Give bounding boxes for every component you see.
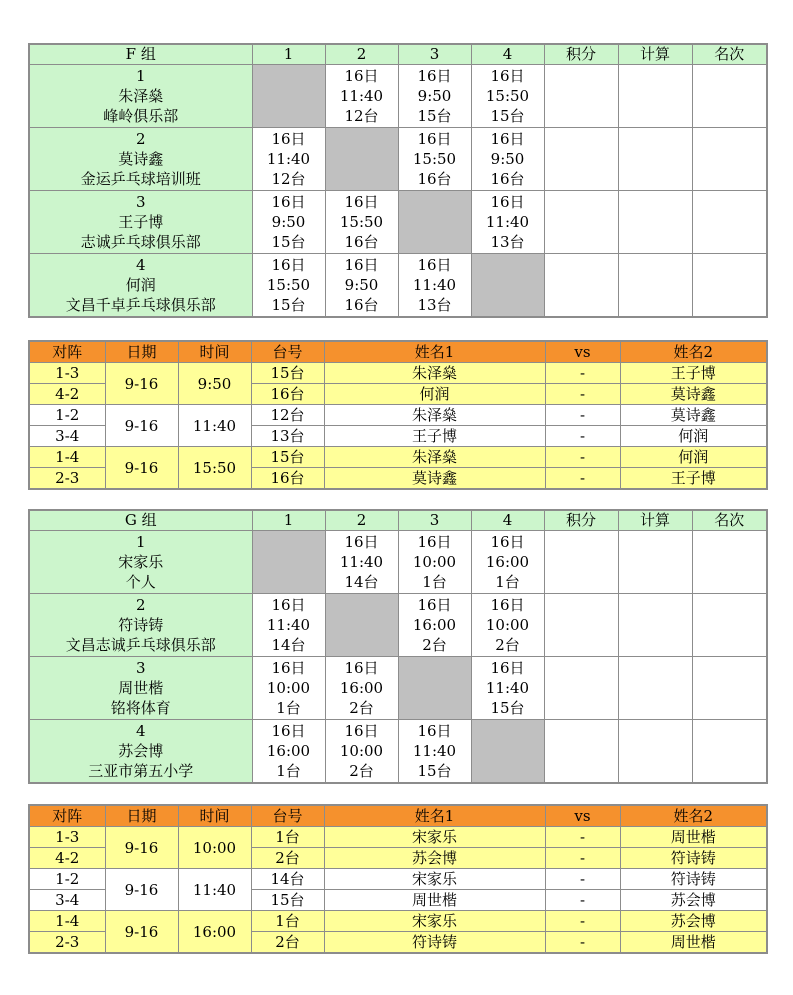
player-2: 何润	[620, 447, 767, 468]
match-time: 10:00	[178, 827, 251, 869]
match-table: 15台	[490, 107, 525, 125]
rank-cell	[692, 594, 767, 657]
schedule-header: vs	[545, 341, 620, 363]
player-name: 宋家乐	[118, 553, 164, 571]
pairing: 1-2	[29, 405, 105, 426]
match-time: 16:00	[412, 616, 457, 634]
player-cell	[29, 594, 252, 657]
pairing: 1-3	[29, 827, 105, 848]
player-2: 何润	[620, 426, 767, 447]
schedule-row	[29, 363, 767, 384]
vs-separator: -	[545, 468, 620, 490]
column-header: 3	[398, 44, 471, 65]
player-number: 1	[135, 67, 146, 85]
match-table: 2台	[349, 699, 374, 717]
schedule-header: 时间	[178, 341, 251, 363]
schedule-header: 姓名1	[324, 341, 545, 363]
match-table: 2台	[422, 636, 447, 654]
pairing: 1-4	[29, 911, 105, 932]
table-number: 15台	[251, 447, 324, 468]
match-time: 16:00	[266, 742, 311, 760]
pairing: 2-3	[29, 932, 105, 954]
match-table: 1台	[495, 573, 520, 591]
self-match-cell	[252, 531, 325, 594]
player-1: 何润	[324, 384, 545, 405]
player-number: 3	[135, 659, 146, 677]
table-number: 2台	[251, 848, 324, 869]
schedule-header: 时间	[178, 805, 251, 827]
self-match-cell	[325, 594, 398, 657]
match-date: 9-16	[105, 869, 178, 911]
match-day: 16日	[271, 659, 306, 677]
player-club: 铭将体育	[110, 699, 171, 717]
rank-cell	[692, 720, 767, 784]
player-name: 王子博	[118, 213, 164, 231]
player-number: 4	[135, 256, 146, 274]
player-2: 符诗铸	[620, 848, 767, 869]
player-club: 三亚市第五小学	[88, 762, 194, 780]
player-2: 苏会博	[620, 911, 767, 932]
schedule-header: 对阵	[29, 341, 105, 363]
player-1: 王子博	[324, 426, 545, 447]
match-time: 9:50	[344, 276, 379, 294]
player-name: 朱泽燊	[118, 87, 164, 105]
match-cell	[325, 720, 398, 784]
player-name: 符诗铸	[118, 616, 164, 634]
self-match-cell	[398, 191, 471, 254]
match-day: 16日	[344, 533, 379, 551]
match-cell	[252, 191, 325, 254]
pairing: 3-4	[29, 426, 105, 447]
match-time: 11:40	[178, 869, 251, 911]
match-time: 15:50	[266, 276, 311, 294]
match-cell	[252, 254, 325, 318]
match-cell	[471, 65, 544, 128]
match-day: 16日	[344, 659, 379, 677]
match-cell	[398, 128, 471, 191]
match-day: 16日	[344, 256, 379, 274]
schedule-row	[29, 911, 767, 932]
calc-cell	[618, 594, 692, 657]
schedule-header: 台号	[251, 341, 324, 363]
rank-cell	[692, 191, 767, 254]
rank-cell	[692, 657, 767, 720]
player-club: 志诚乒乓球俱乐部	[80, 233, 201, 251]
match-day: 16日	[344, 193, 379, 211]
match-time: 11:40	[339, 553, 384, 571]
player-2: 莫诗鑫	[620, 405, 767, 426]
match-table: 14台	[344, 573, 379, 591]
match-table: 12台	[344, 107, 379, 125]
match-time: 10:00	[485, 616, 530, 634]
points-cell	[544, 128, 618, 191]
match-cell	[252, 128, 325, 191]
player-2: 莫诗鑫	[620, 384, 767, 405]
column-header: 名次	[692, 44, 767, 65]
match-cell	[471, 594, 544, 657]
table-number: 14台	[251, 869, 324, 890]
player-name: 苏会博	[118, 742, 164, 760]
match-day: 16日	[417, 596, 452, 614]
player-row	[29, 191, 767, 254]
match-cell	[471, 657, 544, 720]
match-time: 9:50	[271, 213, 306, 231]
column-header: 4	[471, 510, 544, 531]
group-title: G 组	[29, 510, 252, 531]
match-table: 16台	[344, 233, 379, 251]
column-header: 2	[325, 510, 398, 531]
self-match-cell	[252, 65, 325, 128]
match-time: 16:00	[339, 679, 384, 697]
vs-separator: -	[545, 827, 620, 848]
match-day: 16日	[490, 659, 525, 677]
points-cell	[544, 191, 618, 254]
player-club: 个人	[125, 573, 156, 591]
match-time: 15:50	[485, 87, 530, 105]
match-day: 16日	[271, 130, 306, 148]
match-table: 14台	[271, 636, 306, 654]
calc-cell	[618, 65, 692, 128]
schedule-header: 对阵	[29, 805, 105, 827]
player-club: 文昌志诚乒乓球俱乐部	[65, 636, 216, 654]
calc-cell	[618, 531, 692, 594]
match-table: 15台	[271, 296, 306, 314]
match-time: 11:40	[178, 405, 251, 447]
rank-cell	[692, 65, 767, 128]
match-time: 10:00	[339, 742, 384, 760]
match-table: 1台	[422, 573, 447, 591]
column-header: 计算	[618, 44, 692, 65]
match-time: 10:00	[266, 679, 311, 697]
match-time: 11:40	[485, 213, 530, 231]
player-number: 2	[135, 596, 146, 614]
player-number: 4	[135, 722, 146, 740]
vs-separator: -	[545, 890, 620, 911]
group-f-table	[28, 43, 768, 318]
match-cell	[325, 657, 398, 720]
match-time: 16:00	[485, 553, 530, 571]
match-day: 16日	[271, 596, 306, 614]
match-day: 16日	[271, 256, 306, 274]
match-time: 11:40	[485, 679, 530, 697]
match-time: 10:00	[412, 553, 457, 571]
player-1: 周世楷	[324, 890, 545, 911]
column-header: 计算	[618, 510, 692, 531]
pairing: 1-2	[29, 869, 105, 890]
match-day: 16日	[490, 130, 525, 148]
player-cell	[29, 191, 252, 254]
schedule-header: 日期	[105, 805, 178, 827]
player-2: 王子博	[620, 468, 767, 490]
player-club: 峰岭俱乐部	[103, 107, 179, 125]
match-time: 9:50	[178, 363, 251, 405]
group-title: F 组	[29, 44, 252, 65]
match-table: 2台	[495, 636, 520, 654]
table-number: 16台	[251, 384, 324, 405]
match-cell	[471, 128, 544, 191]
match-time: 11:40	[339, 87, 384, 105]
column-header: 积分	[544, 510, 618, 531]
table-number: 15台	[251, 363, 324, 384]
match-cell	[325, 65, 398, 128]
table-number: 13台	[251, 426, 324, 447]
match-cell	[398, 594, 471, 657]
player-cell	[29, 128, 252, 191]
match-table: 13台	[490, 233, 525, 251]
points-cell	[544, 65, 618, 128]
schedule-row	[29, 827, 767, 848]
match-time: 9:50	[490, 150, 525, 168]
match-table: 15台	[271, 233, 306, 251]
match-day: 16日	[417, 533, 452, 551]
pairing: 1-3	[29, 363, 105, 384]
self-match-cell	[398, 657, 471, 720]
points-cell	[544, 594, 618, 657]
match-day: 16日	[490, 193, 525, 211]
schedule-header: 台号	[251, 805, 324, 827]
match-cell	[252, 720, 325, 784]
match-table: 13台	[417, 296, 452, 314]
match-cell	[398, 531, 471, 594]
player-1: 莫诗鑫	[324, 468, 545, 490]
table-number: 16台	[251, 468, 324, 490]
match-table: 15台	[490, 699, 525, 717]
self-match-cell	[471, 720, 544, 784]
match-date: 9-16	[105, 363, 178, 405]
match-table: 15台	[417, 762, 452, 780]
calc-cell	[618, 191, 692, 254]
match-table: 12台	[271, 170, 306, 188]
vs-separator: -	[545, 426, 620, 447]
player-row	[29, 128, 767, 191]
match-day: 16日	[490, 67, 525, 85]
match-time: 15:50	[412, 150, 457, 168]
player-cell	[29, 254, 252, 318]
match-table: 1台	[276, 762, 301, 780]
schedule-f-table	[28, 340, 768, 490]
vs-separator: -	[545, 363, 620, 384]
points-cell	[544, 254, 618, 318]
self-match-cell	[325, 128, 398, 191]
pairing: 2-3	[29, 468, 105, 490]
schedule-header: vs	[545, 805, 620, 827]
pairing: 3-4	[29, 890, 105, 911]
schedule-row	[29, 405, 767, 426]
player-number: 2	[135, 130, 146, 148]
match-day: 16日	[490, 596, 525, 614]
match-day: 16日	[344, 67, 379, 85]
player-1: 朱泽燊	[324, 405, 545, 426]
match-table: 15台	[417, 107, 452, 125]
vs-separator: -	[545, 447, 620, 468]
column-header: 积分	[544, 44, 618, 65]
player-name: 莫诗鑫	[118, 150, 164, 168]
player-row	[29, 531, 767, 594]
match-table: 16台	[417, 170, 452, 188]
player-cell	[29, 720, 252, 784]
pairing: 4-2	[29, 848, 105, 869]
match-cell	[398, 254, 471, 318]
player-1: 朱泽燊	[324, 363, 545, 384]
schedule-header: 姓名2	[620, 805, 767, 827]
match-date: 9-16	[105, 827, 178, 869]
player-1: 符诗铸	[324, 932, 545, 954]
match-cell	[252, 594, 325, 657]
player-row	[29, 254, 767, 318]
player-1: 苏会博	[324, 848, 545, 869]
table-number: 12台	[251, 405, 324, 426]
player-row	[29, 720, 767, 784]
table-number: 2台	[251, 932, 324, 954]
player-number: 3	[135, 193, 146, 211]
rank-cell	[692, 531, 767, 594]
table-number: 15台	[251, 890, 324, 911]
calc-cell	[618, 254, 692, 318]
schedule-row	[29, 447, 767, 468]
player-1: 宋家乐	[324, 869, 545, 890]
match-day: 16日	[417, 722, 452, 740]
vs-separator: -	[545, 911, 620, 932]
match-cell	[398, 720, 471, 784]
column-header: 3	[398, 510, 471, 531]
calc-cell	[618, 657, 692, 720]
column-header: 4	[471, 44, 544, 65]
match-time: 16:00	[178, 911, 251, 954]
vs-separator: -	[545, 869, 620, 890]
player-cell	[29, 657, 252, 720]
column-header: 名次	[692, 510, 767, 531]
player-name: 何润	[125, 276, 156, 294]
column-header: 1	[252, 44, 325, 65]
match-table: 16台	[344, 296, 379, 314]
calc-cell	[618, 720, 692, 784]
rank-cell	[692, 128, 767, 191]
player-cell	[29, 531, 252, 594]
player-2: 周世楷	[620, 932, 767, 954]
player-row	[29, 65, 767, 128]
table-number: 1台	[251, 827, 324, 848]
schedule-header: 姓名1	[324, 805, 545, 827]
points-cell	[544, 720, 618, 784]
match-table: 1台	[276, 699, 301, 717]
player-number: 1	[135, 533, 146, 551]
match-table: 2台	[349, 762, 374, 780]
match-cell	[325, 254, 398, 318]
match-date: 9-16	[105, 405, 178, 447]
player-club: 文昌千卓乒乓球俱乐部	[65, 296, 216, 314]
rank-cell	[692, 254, 767, 318]
match-day: 16日	[271, 193, 306, 211]
match-cell	[471, 531, 544, 594]
pairing: 1-4	[29, 447, 105, 468]
player-2: 周世楷	[620, 827, 767, 848]
group-g-table	[28, 509, 768, 784]
match-date: 9-16	[105, 447, 178, 490]
column-header: 2	[325, 44, 398, 65]
column-header: 1	[252, 510, 325, 531]
match-cell	[252, 657, 325, 720]
match-time: 11:40	[412, 276, 457, 294]
match-date: 9-16	[105, 911, 178, 954]
match-cell	[398, 65, 471, 128]
player-name: 周世楷	[118, 679, 164, 697]
match-day: 16日	[490, 533, 525, 551]
match-table: 16台	[490, 170, 525, 188]
match-time: 15:50	[339, 213, 384, 231]
match-day: 16日	[417, 256, 452, 274]
match-day: 16日	[271, 722, 306, 740]
player-1: 宋家乐	[324, 827, 545, 848]
match-day: 16日	[417, 67, 452, 85]
match-time: 15:50	[178, 447, 251, 490]
player-row	[29, 657, 767, 720]
vs-separator: -	[545, 405, 620, 426]
match-day: 16日	[417, 130, 452, 148]
pairing: 4-2	[29, 384, 105, 405]
match-cell	[471, 191, 544, 254]
vs-separator: -	[545, 848, 620, 869]
schedule-header: 姓名2	[620, 341, 767, 363]
player-2: 苏会博	[620, 890, 767, 911]
match-time: 11:40	[266, 616, 311, 634]
points-cell	[544, 531, 618, 594]
vs-separator: -	[545, 384, 620, 405]
schedule-g-table	[28, 804, 768, 954]
match-time: 11:40	[266, 150, 311, 168]
table-number: 1台	[251, 911, 324, 932]
vs-separator: -	[545, 932, 620, 954]
schedule-header: 日期	[105, 341, 178, 363]
player-2: 王子博	[620, 363, 767, 384]
match-time: 11:40	[412, 742, 457, 760]
player-club: 金运乒乓球培训班	[80, 170, 201, 188]
calc-cell	[618, 128, 692, 191]
player-1: 朱泽燊	[324, 447, 545, 468]
match-day: 16日	[344, 722, 379, 740]
self-match-cell	[471, 254, 544, 318]
player-2: 符诗铸	[620, 869, 767, 890]
match-cell	[325, 191, 398, 254]
match-cell	[325, 531, 398, 594]
match-time: 9:50	[417, 87, 452, 105]
points-cell	[544, 657, 618, 720]
player-1: 宋家乐	[324, 911, 545, 932]
player-row	[29, 594, 767, 657]
schedule-row	[29, 869, 767, 890]
player-cell	[29, 65, 252, 128]
